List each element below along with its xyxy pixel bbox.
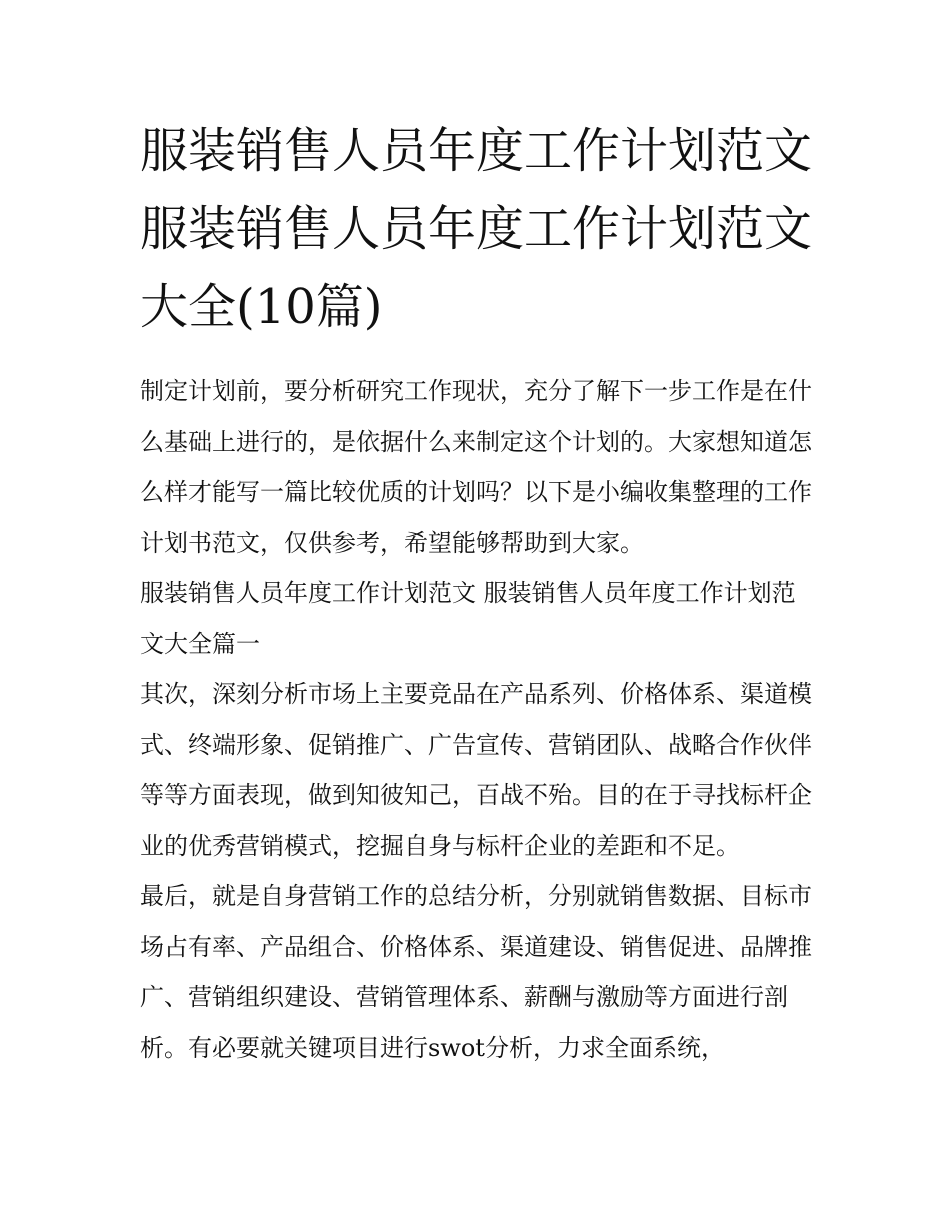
document-title: 服装销售人员年度工作计划范文 服装销售人员年度工作计划范文大全(10篇)	[140, 123, 813, 335]
document-body	[140, 112, 812, 1073]
body-paragraph: 最后，就是自身营销工作的总结分析，分别就销售数据、目标市场占有率、产品组合、价格体系、渠道建设、销售促进、品牌推广、营销组织建设、营销管理体系、薪酬与激励等方面进行剖析。有必要就关键项目进行swot分析，力求全面系统，	[140, 882, 812, 1062]
body-paragraph: 其次，深刻分析市场上主要竞品在产品系列、价格体系、渠道模式、终端形象、促销推广、广告宣传、营销团队、战略合作伙伴等等方面表现，做到知彼知己，百战不殆。目的在于寻找标杆企业的优秀营销模式，挖掘自身与标杆企业的差距和不足。	[140, 680, 812, 860]
section-heading: 服装销售人员年度工作计划范文 服装销售人员年度工作计划范文大全篇一	[140, 579, 796, 658]
intro-paragraph: 制定计划前，要分析研究工作现状，充分了解下一步工作是在什么基础上进行的，是依据什么来制定这个计划的。大家想知道怎么样才能写一篇比较优质的计划吗？以下是小编收集整理的工作计划书范文，仅供参考，希望能够帮助到大家。	[140, 377, 812, 557]
